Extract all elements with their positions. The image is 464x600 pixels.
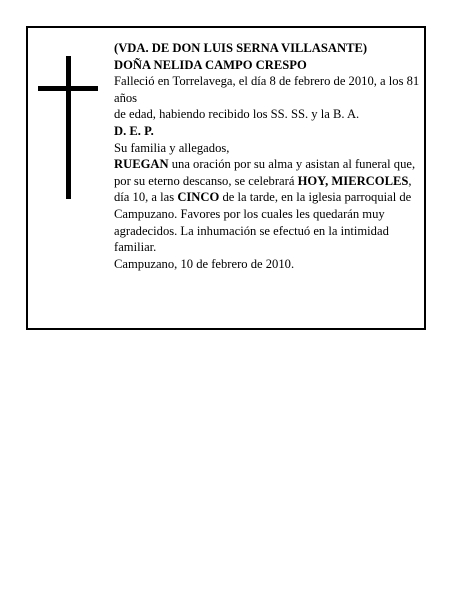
funeral-request bbox=[114, 156, 420, 256]
request-text-3: de la tarde, en la iglesia parroquial de Campuzano. Favores por los cuales les quedarán muy agradecidos. La inhumación se efectuó en la intimidad familiar. bbox=[114, 190, 412, 255]
death-line: Falleció en Torrelavega, el día 8 de febrero de 2010, a los 81 años bbox=[114, 74, 420, 105]
widow-of-line: (VDA. DE DON LUIS SERNA VILLASANTE) bbox=[114, 41, 368, 55]
request-text-1: una oración por su alma y asistan al funeral que, por su eterno descanso, se celebrará bbox=[114, 157, 416, 188]
notice-text bbox=[114, 40, 420, 272]
cross-vertical-bar bbox=[66, 56, 71, 199]
family-line: Su familia y allegados, bbox=[114, 140, 230, 155]
place-date: Campuzano, 10 de febrero de 2010. bbox=[114, 256, 295, 271]
obituary-notice bbox=[26, 26, 426, 330]
cross-icon bbox=[38, 56, 98, 199]
rip-line: D. E. P. bbox=[114, 123, 154, 138]
sacraments-line: de edad, habiendo recibido los SS. SS. y la B. A. bbox=[114, 107, 360, 122]
funeral-hour: CINCO bbox=[177, 190, 220, 205]
deceased-name: DOÑA NELIDA CAMPO CRESPO bbox=[114, 57, 307, 72]
funeral-day: HOY, MIERCOLES bbox=[297, 173, 409, 188]
request-text-2: , día 10, a las bbox=[114, 173, 412, 205]
cross-horizontal-bar bbox=[38, 86, 98, 91]
ruegan-word: RUEGAN bbox=[114, 157, 169, 172]
